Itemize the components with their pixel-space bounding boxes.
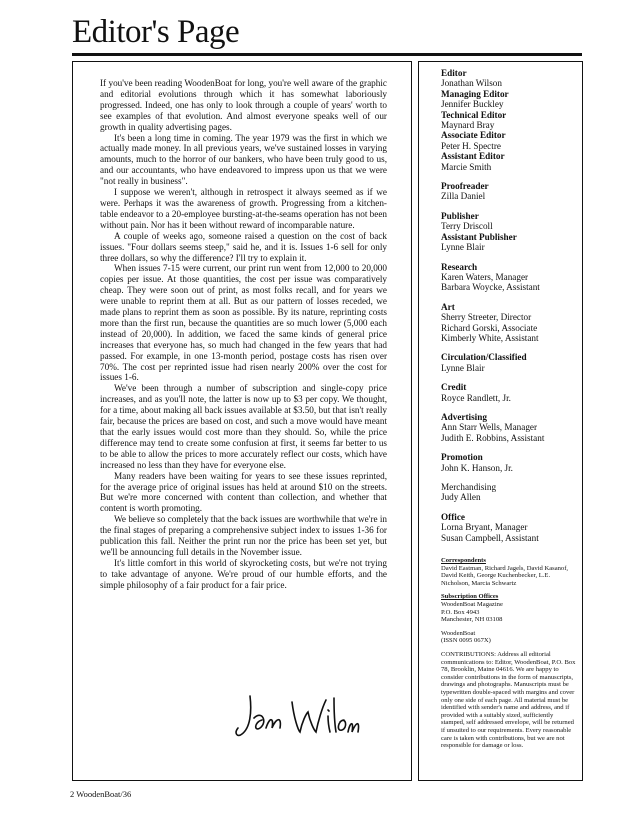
masthead-role: Credit <box>441 382 467 393</box>
masthead-name: Lynne Blair <box>441 362 485 373</box>
correspondents-list: David Eastman, Richard Jagels, David Kasanof, David Keith, George Kuchenbecker, L.E. Nicholson, Marcia Schwartz <box>441 564 569 587</box>
article-paragraph: It's been a long time in coming. The year 1979 was the first in which we actually made money. In all previous years, we've sustained losses in varying amounts, much to the horror of our bankers, who have been truly good to us, and our accountants, who have endeavored to impress upon us that we were "not really in business". <box>100 132 387 187</box>
article-paragraph: We've been through a number of subscription and single-copy price increases, and as you'll note, the latter is now up to $3 per copy. We thought, for a time, about making all back issues available at $3.50, but that isn't really fair, because the prices are based on cost, and such a move would have meant that the early issues would cost more than they should. So, while the price difference may tend to create some confusion at first, it seems far better to us to be able to allow the prices to more accurately reflect our costs, which have increased no less than they have for everyone else. <box>100 383 387 470</box>
masthead-name: Peter H. Spectre <box>441 140 501 151</box>
masthead-name: Marcie Smith <box>441 161 492 172</box>
masthead-name: Lorna Bryant, Manager Susan Campbell, Assistant <box>441 522 539 543</box>
masthead-group <box>441 302 576 344</box>
masthead-role: Promotion <box>441 452 483 463</box>
masthead-group <box>441 68 576 172</box>
issn-line: WoodenBoat (ISSN 0095 067X) <box>441 629 491 645</box>
offices-address: WoodenBoat Magazine P.O. Box 4943 Manchester, NH 03108 <box>441 601 503 624</box>
article-paragraph: When issues 7-15 were current, our print run went from 12,000 to 20,000 copies per issue. At those quantities, the cost per issue was comparatively cheap. They were soon out of print, as most folks recall, and for years we were unable to reprint them at all. But as our pattern of losses receded, we made plans to reprint them as soon as possible. By its nature, reprinting costs more than the first run, because the quantities are so much lower (5,000 each instead of 20,000). In addition, we faced the same kinds of general price increases that everyone has, so much had changed in the few years that had passed. For example, in one 13-month period, postage costs has risen over 70%. The cost per reprinted issue had risen nearly 200% over the cost for issues 1-6. <box>100 263 387 383</box>
masthead-group <box>441 482 576 503</box>
contributions-note: CONTRIBUTIONS: Address all editorial communications to: Editor, WoodenBoat, P.O. Box 78, Brooklin, Maine 04616. We are happy to consider contributions in the form of manuscripts, drawings and photographs. Manuscripts must be typewritten double-spaced with margins and cover only one side of each page. All material must be identified with sender's name and address, and if provided with a suitably sized, sufficiently stamped, self addressed envelope, will be returned if unsuited to our requirements. Every reasonable care is taken with contributions, but we are not responsible for damage or loss. <box>441 650 576 750</box>
masthead-group <box>441 181 576 202</box>
masthead-name: Lynne Blair <box>441 242 485 253</box>
masthead-role: Art <box>441 301 455 312</box>
offices-heading: Subscription Offices <box>441 593 499 601</box>
masthead-name: Jennifer Buckley <box>441 99 504 110</box>
masthead-role: Proofreader <box>441 181 489 192</box>
article-paragraph: If you've been reading WoodenBoat for long, you're well aware of the graphic and editorial evolutions through which it has somewhat laboriously progressed. Indeed, one has only to look through a couple of years' worth to see examples of that evolution. And almost everyone speaks well of our growth in quality advertising pages. <box>100 78 387 132</box>
signature <box>232 688 362 748</box>
masthead-group <box>441 352 576 373</box>
page-footer: 2 WoodenBoat/36 <box>70 789 132 799</box>
article-paragraph: I suppose we weren't, although in retrospect it always seemed as if we were. Perhaps it was the awareness of growth. Progressing from a kitchen-table endeavor to a 20-employee bursting-at-the-seams operation has not been without pain. Nor has it been without reward of incomparable nature. <box>100 187 388 230</box>
credits-block <box>441 557 576 750</box>
article-paragraph: It's little comfort in this world of skyrocketing costs, but we're not trying to take advantage of anyone. We're proud of our humble efforts, and the simple philosophy of a fair product for a fair price. <box>100 557 387 590</box>
masthead-name: Maynard Bray <box>441 120 495 131</box>
masthead-group <box>441 412 576 443</box>
masthead-role: Assistant Editor <box>441 151 505 162</box>
correspondents-heading: Correspondents <box>441 557 486 565</box>
article-paragraph: We believe so completely that the back issues are worthwhile that we're in the final stages of preparing a comprehensive subject index to issues 1-36 for publication this fall. Neither the print run nor the price has been set yet, but we'll be announcing full details in the November issue. <box>100 514 387 557</box>
title-rule <box>72 53 582 56</box>
page-title: Editor's Page <box>72 14 240 50</box>
editorial-article <box>100 78 387 591</box>
masthead-role: Editor <box>441 68 467 78</box>
article-paragraph: Many readers have been waiting for years to see these issues reprinted, for the average price of original issues has held at around $10 on the streets. But we're more concerned with content than collection, and whether that content is worth promoting. <box>100 470 387 514</box>
masthead-role: Assistant Publisher <box>441 231 517 242</box>
masthead-group <box>441 262 576 293</box>
article-paragraph: A couple of weeks ago, someone raised a question on the cost of back issues. "Four dollars seems steep," said he, and it is. Issues 1-6 sell for only three dollars, so why the difference? I'll try to explain it. <box>100 230 387 263</box>
masthead-role: Research <box>441 261 478 272</box>
masthead-role: Circulation/Classified <box>441 352 527 363</box>
masthead-group <box>441 382 576 403</box>
masthead-role: Technical Editor <box>441 109 507 120</box>
masthead-name: Ann Starr Wells, Manager Judith E. Robbins, Assistant <box>441 422 545 443</box>
masthead-name: Royce Randlett, Jr. <box>441 392 511 403</box>
masthead-group <box>441 512 576 543</box>
masthead-name: Sherry Streeter, Director Richard Gorski, Associate Kimberly White, Assistant <box>441 312 539 343</box>
masthead-role: Associate Editor <box>441 130 506 141</box>
masthead-name: Zilla Daniel <box>441 191 486 202</box>
masthead-group <box>441 211 576 253</box>
masthead-name: Karen Waters, Manager Barbara Woycke, Assistant <box>441 271 540 293</box>
masthead-role: Managing Editor <box>441 88 509 99</box>
masthead-role: Office <box>441 511 465 522</box>
masthead-name: Jonathan Wilson <box>441 78 502 89</box>
masthead-role: Advertising <box>441 411 487 422</box>
masthead-name: Terry Driscoll <box>441 221 493 232</box>
masthead <box>441 68 576 750</box>
masthead-name: John K. Hanson, Jr. <box>441 462 513 473</box>
masthead-name: Merchandising Judy Allen <box>441 482 497 503</box>
masthead-role: Publisher <box>441 210 479 221</box>
masthead-group <box>441 452 576 473</box>
